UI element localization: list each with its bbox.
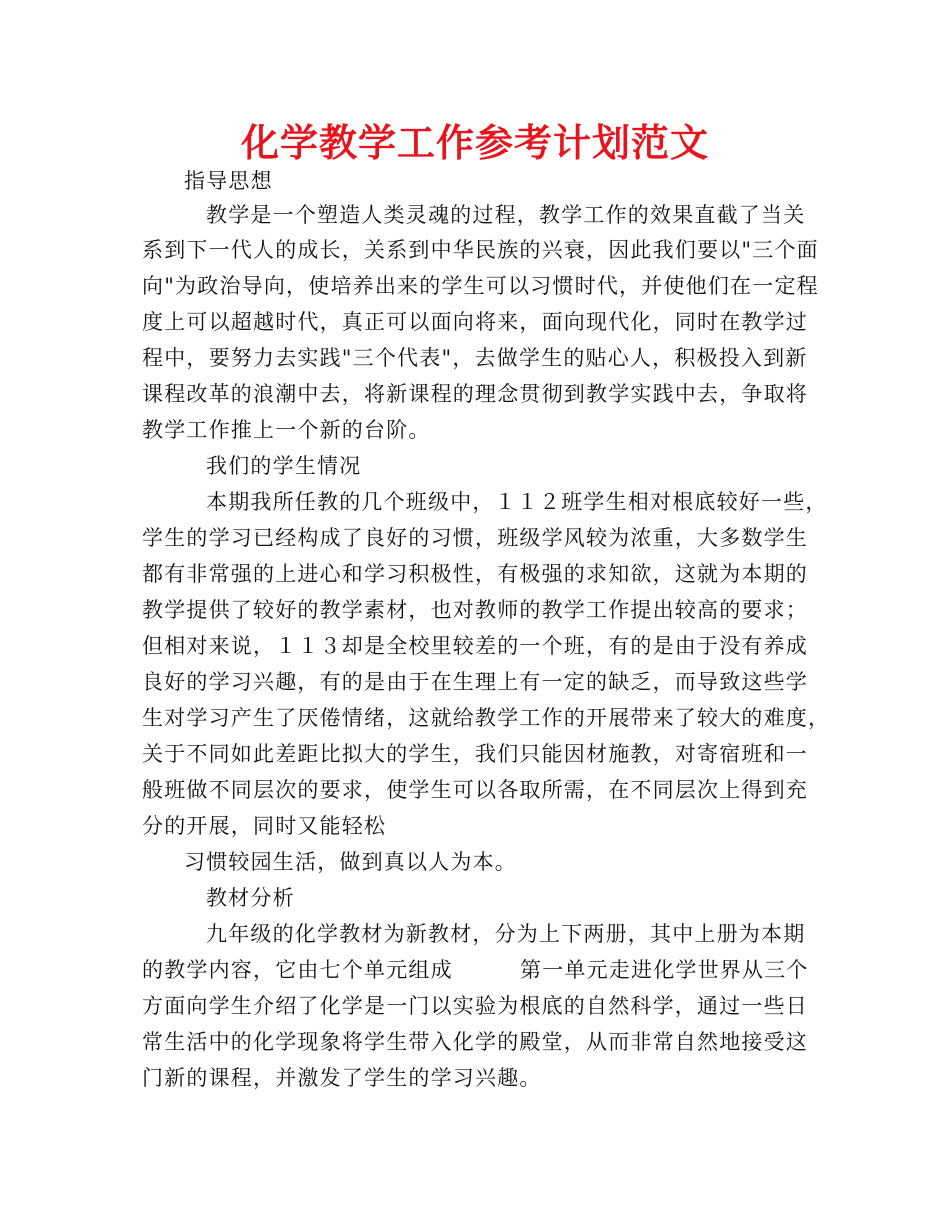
- paragraph-line: 教学工作推上一个新的台阶。: [142, 418, 431, 442]
- section-heading-textbook-analysis: 教材分析: [206, 886, 295, 910]
- paragraph-line: 习惯较园生活，做到真以人为本。: [184, 850, 517, 874]
- paragraph-line: 课程改革的浪潮中去，将新课程的理念贯彻到教学实践中去，争取将: [142, 382, 808, 406]
- paragraph-line: 的教学内容，它由七个单元组成: [142, 958, 453, 982]
- paragraph-line: 分的开展，同时又能轻松: [142, 814, 387, 838]
- paragraph-line: 般班做不同层次的要求，使学生可以各取所需，在不同层次上得到充: [142, 778, 808, 802]
- section-heading-guiding-ideology: 指导思想: [184, 169, 273, 193]
- document-title: 化学教学工作参考计划范文: [240, 121, 709, 165]
- paragraph-line: 学生的学习已经构成了良好的习惯，班级学风较为浓重，大多数学生: [142, 526, 808, 550]
- paragraph-line: 方面向学生介绍了化学是一门以实验为根底的自然科学，通过一些日: [142, 994, 808, 1018]
- paragraph-line: 但相对来说，１１３却是全校里较差的一个班，有的是由于没有养成: [142, 634, 808, 658]
- paragraph-line: 常生活中的化学现象将学生带入化学的殿堂，从而非常自然地接受这: [142, 1030, 808, 1054]
- paragraph-line: 教学是一个塑造人类灵魂的过程，教学工作的效果直截了当关: [206, 203, 806, 227]
- paragraph-line: 教学提供了较好的教学素材，也对教师的教学工作提出较高的要求；: [142, 598, 808, 622]
- paragraph-line: 关于不同如此差距比拟大的学生，我们只能因材施教，对寄宿班和一: [142, 742, 808, 766]
- paragraph-line: 生对学习产生了厌倦情绪，这就给教学工作的开展带来了较大的难度，: [142, 706, 831, 730]
- paragraph-line: 都有非常强的上进心和学习积极性，有极强的求知欲，这就为本期的: [142, 562, 808, 586]
- paragraph-line: 本期我所任教的几个班级中，１１２班学生相对根底较好一些，: [206, 490, 828, 514]
- paragraph-line: 良好的学习兴趣，有的是由于在生理上有一定的缺乏，而导致这些学: [142, 670, 808, 694]
- section-heading-student-situation: 我们的学生情况: [206, 454, 362, 478]
- paragraph-line: 系到下一代人的成长，关系到中华民族的兴衰，因此我们要以"三个面: [142, 238, 819, 262]
- paragraph-line: 九年级的化学教材为新教材，分为上下两册，其中上册为本期: [206, 922, 806, 946]
- paragraph-line: 第一单元走进化学世界从三个: [520, 958, 809, 982]
- paragraph-line: 门新的课程，并激发了学生的学习兴趣。: [142, 1066, 542, 1090]
- paragraph-line: 度上可以超越时代，真正可以面向将来，面向现代化，同时在教学过: [142, 310, 808, 334]
- paragraph-line: 程中，要努力去实践"三个代表"，去做学生的贴心人，积极投入到新: [142, 346, 808, 370]
- paragraph-line: 向"为政治导向，使培养出来的学生可以习惯时代，并使他们在一定程: [142, 274, 819, 298]
